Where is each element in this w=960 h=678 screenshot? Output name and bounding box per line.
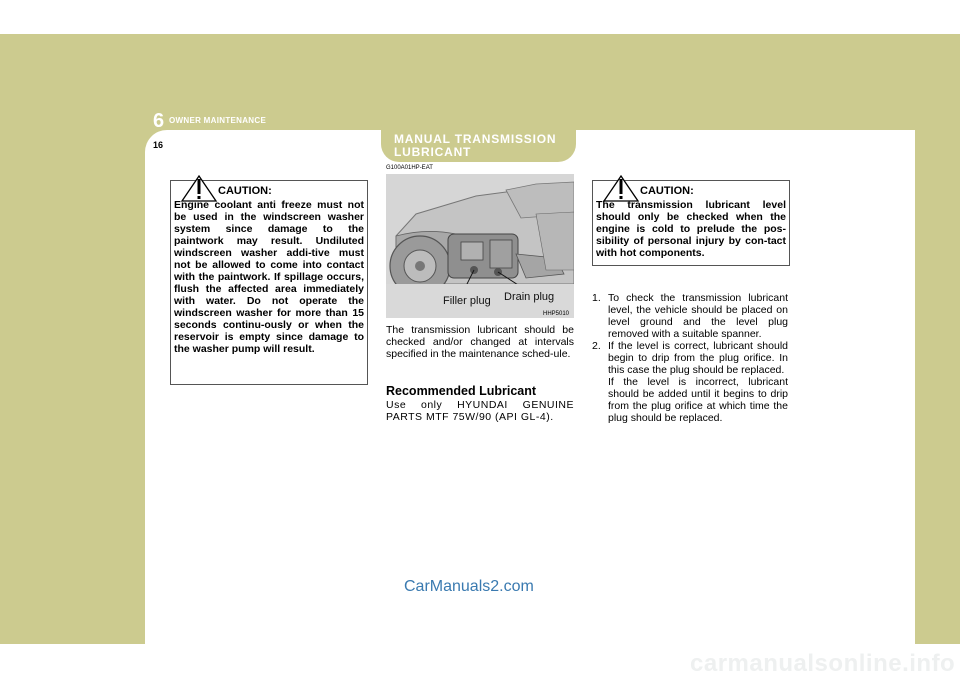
steps-list <box>592 292 788 424</box>
list-text: If the level is correct, lubricant should begin to drip from the plug orifice. In this case the plug should be replaced. <box>608 340 788 376</box>
list-item <box>592 376 788 424</box>
section-code: G100A01HP-EAT <box>386 165 433 171</box>
drain-plug-label: Drain plug <box>504 291 555 303</box>
chapter-title: OWNER MAINTENANCE <box>169 116 267 125</box>
list-text: If the level is incorrect, lubricant should be added until it begins to drip from the plug orifice at which time the plug should be replaced. <box>608 376 788 424</box>
list-number: 1. <box>592 292 601 304</box>
caution-title: CAUTION: <box>218 185 272 197</box>
list-text: To check the transmission lubricant level, the vehicle should be placed on level ground and the level plug removed with a suitable spanner. <box>608 292 788 340</box>
left-caution-box <box>170 180 368 385</box>
recommended-heading: Recommended Lubricant <box>386 384 537 398</box>
right-caution-box <box>592 180 790 266</box>
caution-title: CAUTION: <box>640 185 694 197</box>
chapter-number: 6 <box>153 110 165 132</box>
section-title <box>394 133 556 159</box>
list-number <box>592 376 608 424</box>
list-number: 2. <box>592 340 601 352</box>
list-item <box>592 340 788 376</box>
caution-text: The transmission lubricant level should only be checked when the engine is cold to prelude the pos-sibility of personal injury by con-tact with hot components. <box>596 199 786 259</box>
section-title-line1: MANUAL TRANSMISSION <box>394 132 557 146</box>
filler-plug-label: Filler plug <box>443 295 491 307</box>
section-title-line2: LUBRICANT <box>394 145 472 159</box>
online-watermark: carmanualsonline.info <box>690 650 956 677</box>
carmanuals-watermark[interactable]: CarManuals2.com <box>404 578 534 595</box>
transmission-figure <box>386 174 574 318</box>
recommended-text: Use only HYUNDAI GENUINE PARTS MTF 75W/90 (API GL-4). <box>386 399 574 423</box>
page-number: 16 <box>153 140 164 150</box>
intro-paragraph: The transmission lubricant should be checked and/or changed at intervals specified in the maintenance sched-ule. <box>386 324 574 360</box>
list-item <box>592 292 788 340</box>
figure-code: HHP5010 <box>543 311 570 317</box>
caution-text: Engine coolant anti freeze must not be used in the windscreen washer system since damage to the paintwork may result. Undiluted windscreen washer addi-tive must not be allowed to come into contact with the paintwork. If spillage occurs, flush the affected area immediately with water. Do not operate the windscreen washer for more than 15 seconds continu-ously or when the reservoir is empty since damage to the washer pump will result. <box>174 199 364 355</box>
